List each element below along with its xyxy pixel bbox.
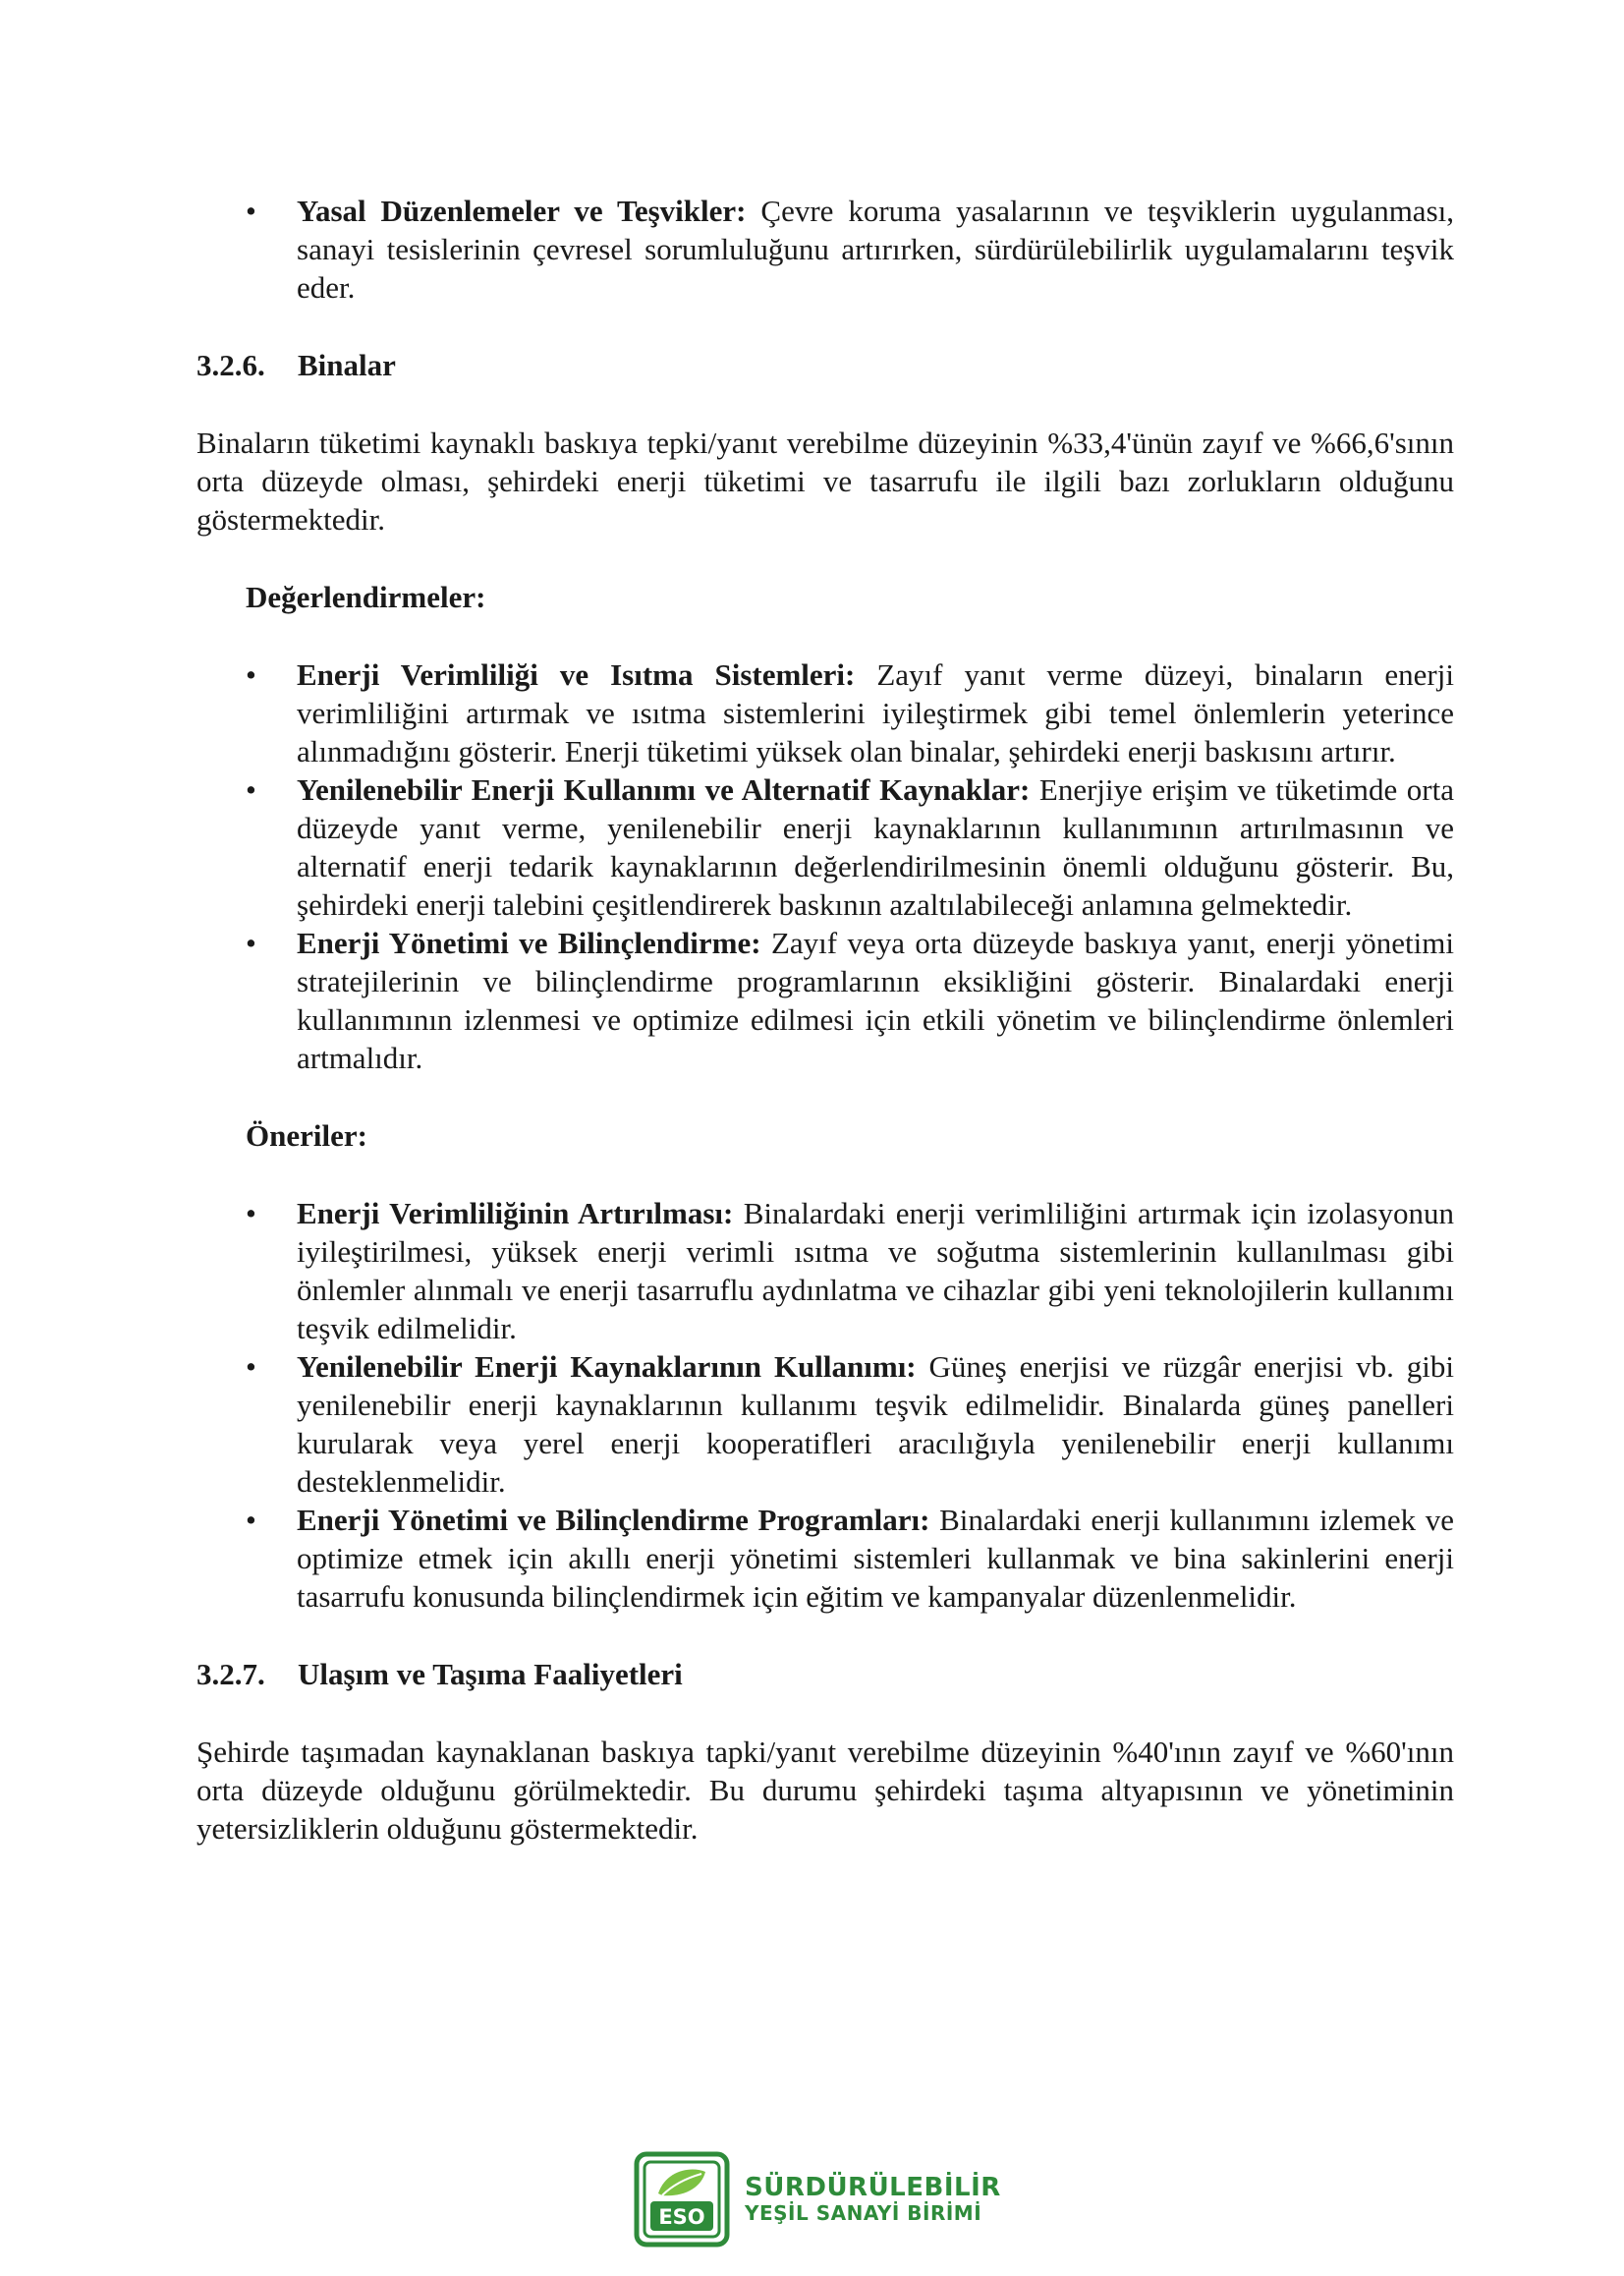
logo-abbr-text: ESO bbox=[658, 2205, 705, 2229]
logo-text bbox=[745, 2174, 1001, 2226]
list-item bbox=[196, 1347, 1454, 1501]
bullet-text: Zayıf veya orta düzeyde baskıya yanıt, enerji yönetimi stratejilerinin ve bilinçlendirme programlarının eksikliğini gösterir. Binalardaki enerji kullanımının izlenmesi ve optimize edilmesi için etkili yönetim ve bilinçlendirme önlemleri artmalıdır. bbox=[297, 926, 1454, 1075]
section-number: 3.2.6. bbox=[196, 348, 265, 382]
logo-line-1: SÜRDÜRÜLEBİLİR bbox=[745, 2172, 1001, 2202]
list-item bbox=[196, 192, 1454, 307]
section-paragraph: Binaların tüketimi kaynaklı baskıya tepki/yanıt verebilme düzeyinin %33,4'ünün zayıf ve %66,6'sının orta düzeyde olması, şehirdeki enerji tüketimi ve tasarrufu ile ilgili bazı zorlukların olduğunu göstermektedir. bbox=[196, 426, 1454, 537]
footer-logo bbox=[633, 2150, 1001, 2248]
document-page bbox=[196, 192, 1454, 1848]
section-paragraph: Şehirde taşımadan kaynaklanan baskıya tapki/yanıt verebilme düzeyinin %40'ının zayıf ve %60'ının orta düzeyde olduğunu görülmektedir. Bu durumu şehirdeki taşıma altyapısının ve yönetiminin yetersizliklerin olduğunu göstermektedir. bbox=[196, 1735, 1454, 1846]
section-heading-3-2-7 bbox=[196, 1655, 1454, 1693]
bullet-title: Enerji Verimliliğinin Artırılması: bbox=[297, 1196, 734, 1230]
bullet-text: Binalardaki enerji kullanımını izlemek ve optimize etmek için akıllı enerji yönetimi sistemleri kullanmak ve bina sakinlerini enerji tasarrufu konusunda bilinçlendirmek için eğitim ve kampanyalar düzenlenmelidir. bbox=[297, 1503, 1454, 1614]
bullet-text: Binalardaki enerji verimliliğini artırmak için izolasyonun iyileştirilmesi, yüksek enerji verimli ısıtma ve soğutma sistemlerinin kullanılması gibi önlemler alınmalı ve enerji tasarruflu aydınlatma ve cihazlar gibi yeni teknolojilerin kullanımı teşvik edilmelidir. bbox=[297, 1196, 1454, 1345]
bullet-title: Enerji Yönetimi ve Bilinçlendirme Programları: bbox=[297, 1503, 930, 1537]
bullet-text: Çevre koruma yasalarının ve teşviklerin uygulanması, sanayi tesislerinin çevresel sorumluluğunu artırırken, sürdürülebilirlik uygulamalarını teşvik eder. bbox=[297, 194, 1454, 305]
bullet-text: Güneş enerjisi ve rüzgâr enerjisi vb. gibi yenilenebilir enerji kaynaklarının kullanımı teşvik edilmelidir. Binalarda güneş panelleri kurularak veya yerel enerji kooperatifleri aracılığıyla yenilenebilir enerji kullanımı desteklenmelidir. bbox=[297, 1349, 1454, 1499]
assessments-heading: Değerlendirmeler: bbox=[246, 580, 486, 614]
section-title: Binalar bbox=[298, 348, 396, 382]
bullet-title: Yenilenebilir Enerji Kaynaklarının Kullanımı: bbox=[297, 1349, 917, 1384]
section-title: Ulaşım ve Taşıma Faaliyetleri bbox=[298, 1657, 683, 1691]
bullet-text: Enerjiye erişim ve tüketimde orta düzeyde yanıt verme, yenilenebilir enerji kaynaklarının kullanımının artırılmasının ve alternatif enerji tedarik kaynaklarının değerlendirilmesinin önemli olduğunu gösterir. Bu, şehirdeki enerji talebini çeşitlendirerek baskının azaltılabileceği anlamına gelmektedir. bbox=[297, 772, 1454, 922]
bullet-text: Zayıf yanıt verme düzeyi, binaların enerji verimliliğini artırmak ve ısıtma sistemlerini iyileştirmek gibi temel önlemlerin yeterince alınmadığını gösterir. Enerji tüketimi yüksek olan binalar, şehirdeki enerji baskısını artırır. bbox=[297, 657, 1454, 768]
intro-bullet-list bbox=[196, 192, 1454, 307]
bullet-title: Enerji Yönetimi ve Bilinçlendirme: bbox=[297, 926, 761, 960]
section-number: 3.2.7. bbox=[196, 1657, 265, 1691]
list-item bbox=[196, 924, 1454, 1077]
bullet-title: Yasal Düzenlemeler ve Teşvikler: bbox=[297, 194, 747, 228]
bullet-title: Yenilenebilir Enerji Kullanımı ve Alternatif Kaynaklar: bbox=[297, 772, 1031, 807]
list-item bbox=[196, 1194, 1454, 1347]
bullet-title: Enerji Verimliliği ve Isıtma Sistemleri: bbox=[297, 657, 856, 692]
eso-logo-icon bbox=[633, 2150, 731, 2248]
recommendations-heading: Öneriler: bbox=[246, 1118, 367, 1153]
list-item bbox=[196, 770, 1454, 924]
list-item bbox=[196, 655, 1454, 770]
assessments-list bbox=[196, 655, 1454, 1077]
list-item bbox=[196, 1501, 1454, 1616]
recommendations-list bbox=[196, 1194, 1454, 1616]
section-heading-3-2-6 bbox=[196, 346, 1454, 384]
logo-line-2: YEŞİL SANAYİ BİRİMİ bbox=[745, 2201, 982, 2226]
